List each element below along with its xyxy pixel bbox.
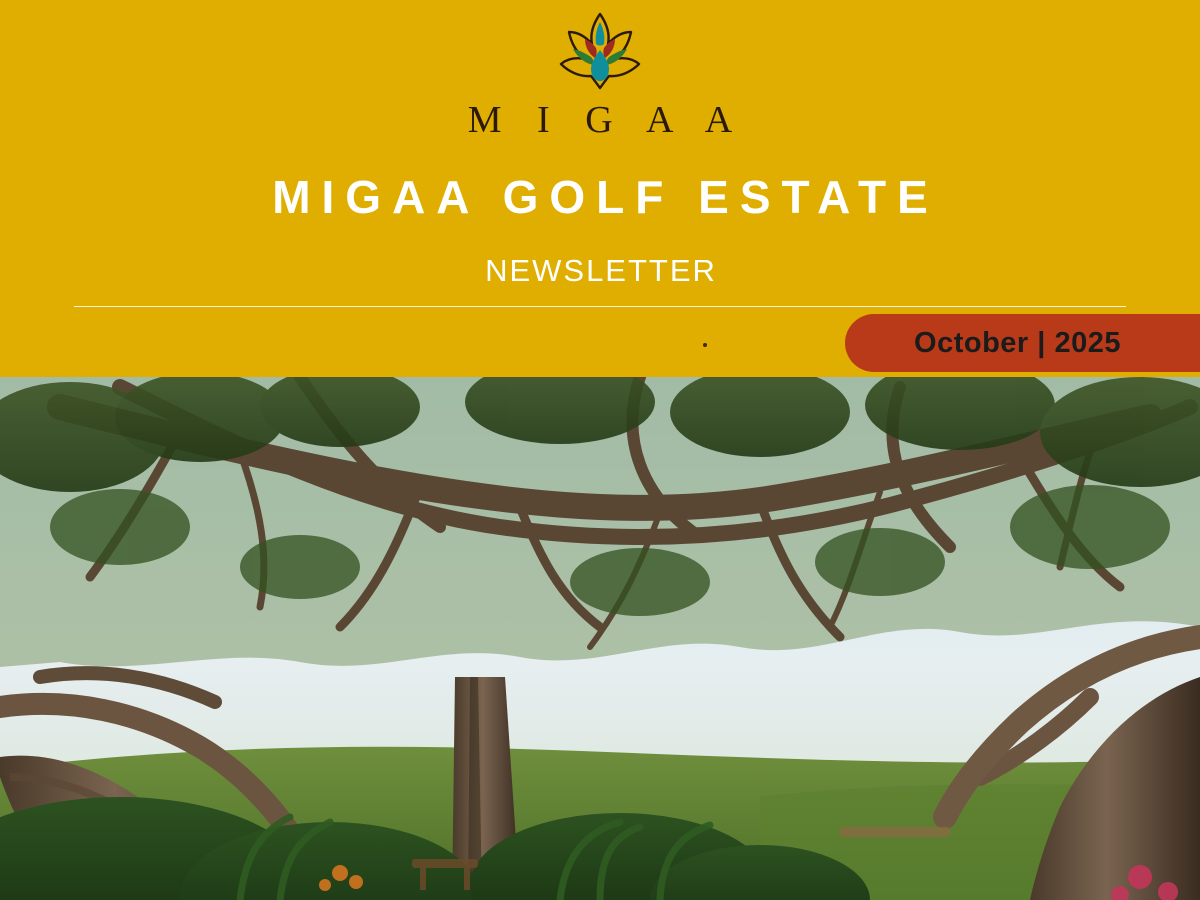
brand-wordmark: M I G A A <box>467 99 746 141</box>
page-title: MIGAA GOLF ESTATE <box>272 171 939 223</box>
newsletter-header <box>0 0 1200 377</box>
brand-block <box>0 8 1200 142</box>
issue-date-label: October | 2025 <box>914 326 1121 359</box>
page-subtitle: NEWSLETTER <box>485 253 717 288</box>
header-divider <box>74 306 1126 307</box>
issue-date-badge <box>845 314 1200 372</box>
migaa-lotus-logo-icon <box>535 8 665 92</box>
hero-photo-trees <box>0 377 1200 900</box>
decorative-dot <box>703 343 707 347</box>
